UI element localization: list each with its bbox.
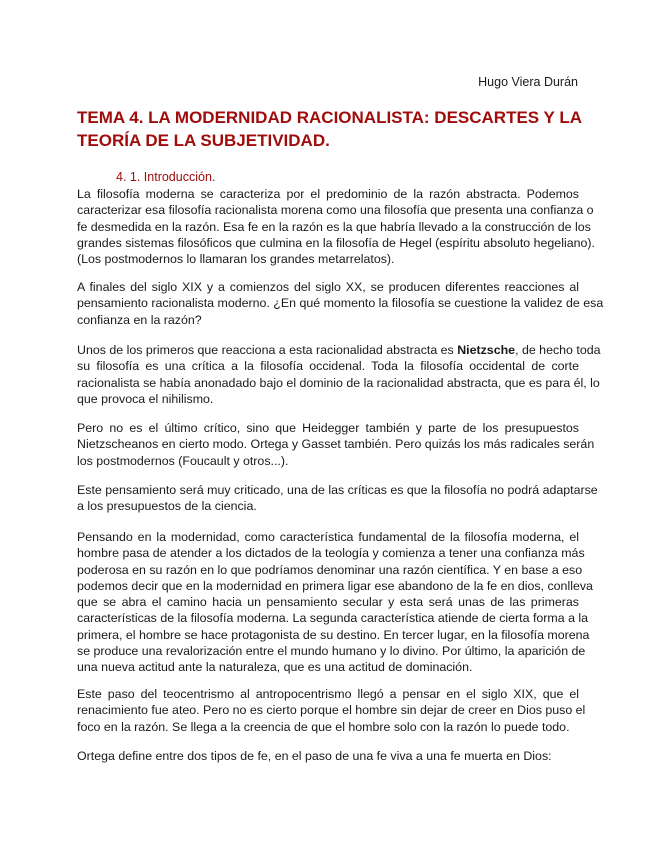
paragraph-line: que se abra el camino hacia un pensamiento secular y esta será unas de las primeras — [77, 595, 579, 610]
paragraph-line: confianza en la razón? — [77, 312, 202, 327]
line-text: Unos de los primeros que reacciona a esta racionalidad abstracta es — [77, 343, 458, 357]
paragraph-line: Este paso del teocentrismo al antropocentrismo llegó a pensar en el siglo XIX, que el — [77, 687, 579, 701]
paragraph-line: Ortega define entre dos tipos de fe, en el paso de una fe viva a una fe muerta en Dios: — [77, 749, 552, 763]
page-title — [77, 106, 582, 152]
paragraph-line: Nietzscheanos en cierto modo. Ortega y Gasset también. Pero quizás los más radicales serán — [77, 437, 595, 452]
paragraph-line: Pero no es el último crítico, sino que Heidegger también y parte de los presupuestos — [77, 421, 579, 435]
title-line: TEORÍA DE LA SUBJETIVIDAD. — [77, 131, 330, 150]
paragraph — [77, 342, 601, 407]
paragraph-line: su filosofía es una crítica a la filosofía occidenal. Toda la filosofía occidental de corte — [77, 359, 579, 374]
paragraph-line: hombre pasa de atender a los dictados de la teología y comienza a tener una confianza más — [77, 546, 585, 561]
paragraph-line: una nueva actitud ante la naturaleza, que es una actitud de dominación. — [77, 660, 473, 675]
title-line: TEMA 4. LA MODERNIDAD RACIONALISTA: DESCARTES Y LA — [77, 108, 582, 127]
section-heading: 4. 1. Introducción. — [116, 170, 216, 184]
paragraph-line: A finales del siglo XIX y a comienzos del siglo XX, se producen diferentes reacciones al — [77, 280, 579, 294]
bold-name: Nietzsche — [457, 343, 516, 357]
author-name: Hugo Viera Durán — [478, 75, 578, 89]
paragraph-line: pensamiento racionalista moderno. ¿En qué momento la filosofía se cuestione la validez de esa — [77, 296, 604, 311]
paragraph-line: que provoca el nihilismo. — [77, 391, 214, 406]
paragraph-line: fe desmedida en la razón. Esa fe en la razón es la que habría llevado a la construcción de los — [77, 219, 591, 234]
paragraph-line: La filosofía moderna se caracteriza por el predominio de la razón abstracta. Podemos — [77, 187, 579, 201]
paragraph-line: poderosa en su razón en lo que podríamos denominar una razón científica. Y en base a eso — [77, 562, 583, 577]
paragraph — [77, 279, 604, 328]
paragraph-line: (Los postmodernos lo llamaran los grandes metarrelatos). — [77, 252, 395, 267]
paragraph-line: se produce una revalorización entre el mundo humano y lo divino. Por último, la aparición de — [77, 644, 586, 659]
paragraph-line: Este pensamiento será muy criticado, una de las críticas es que la filosofía no podrá adaptarse — [77, 483, 598, 497]
paragraph — [77, 748, 579, 764]
paragraph-line: características de la filosofía moderna. La segunda característica atiende de cierta forma a la — [77, 611, 589, 626]
paragraph — [77, 186, 595, 267]
paragraph-line: renacimiento fue ateo. Pero no es cierto porque el hombre sin dejar de creer en Dios puso el — [77, 703, 586, 718]
paragraph-line: grandes sistemas filosóficos que culmina en la filosofía de Hegel (espíritu absoluto hegeliano). — [77, 235, 595, 250]
paragraph — [77, 529, 593, 676]
paragraph-line: podemos decir que en la modernidad en primera ligar ese abandono de la fe en dios, conlleva — [77, 578, 593, 593]
paragraph-line: los postmodernos (Foucault y otros...). — [77, 453, 289, 468]
paragraph-line: Pensando en la modernidad, como característica fundamental de la filosofía moderna, el — [77, 530, 579, 544]
paragraph-line: foco en la razón. Se llega a la creencia de que el hombre solo con la razón lo puede todo. — [77, 719, 570, 734]
paragraph-line: a los presupuestos de la ciencia. — [77, 499, 257, 514]
paragraph — [77, 686, 586, 735]
paragraph-line: racionalista se había anonadado bajo el dominio de la racionalidad abstracta, que es para él, lo — [77, 375, 600, 390]
paragraph — [77, 482, 598, 515]
paragraph-line — [77, 342, 601, 358]
paragraph — [77, 420, 595, 469]
paragraph-line: caracterizar esa filosofía racionalista morena como una filosofía que presenta una confianza o — [77, 203, 594, 218]
line-text: , de hecho toda — [515, 343, 601, 357]
paragraph-line: primera, el hombre se hace protagonista de su destino. En tercer lugar, en la filosofía morena — [77, 627, 590, 642]
